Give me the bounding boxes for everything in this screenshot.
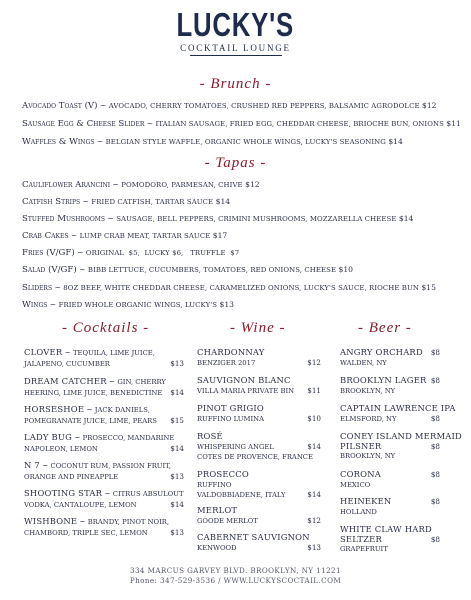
menu-item: Waffles & Wings ~ BELGIAN STYLE WAFFLE, ORGANIC WHOLE WINGS, LUCKY'S SEASONING $14 <box>22 137 403 147</box>
list-item: HORSESHOE ~ JACK DANIELS, POMEGRANATE JUICE, LIME, PEARS $15 <box>24 404 184 425</box>
tapas-heading: - Tapas - <box>204 155 267 171</box>
list-item: CABERNET SAUVIGNON KENWOOD $13 <box>197 532 321 552</box>
wine-heading: - Wine - <box>230 320 286 336</box>
menu-item: Wings ~ FRIED WHOLE ORGANIC WINGS, LUCKY'S $13 <box>22 300 234 310</box>
list-item: LADY BUG ~ PROSECCO, MANDARINE NAPOLEON, LEMON $14 <box>24 432 184 453</box>
footer-address: 334 MARCUS GARVEY BLVD. BROOKLYN, NY 11221 <box>129 566 342 575</box>
menu-item: Avocado Toast (V) ~ AVOCADO, CHERRY TOMATOES, CRUSHED RED PEPPERS, BALSAMIC AGRODOLCE $12 <box>22 101 437 111</box>
menu-item: Sliders ~ 8OZ BEEF, WHITE CHEDDAR CHEESE, CARAMELIZED ONIONS, LUCKY'S SAUCE, RIOCHE BUN $15 <box>22 283 436 293</box>
menu-item: Catfish Strips ~ FRIED CATFISH, TARTAR SAUCE $14 <box>22 197 231 207</box>
menu-item: Sausage Egg & Cheese Slider ~ ITALIAN SAUSAGE, FRIED EGG, CHEDDAR CHEESE, BRIOCHE BUN, ONIONS $11 <box>22 119 461 129</box>
logo <box>0 6 471 56</box>
list-item: MERLOT GOODE MERLOT $12 <box>197 505 321 525</box>
list-item: SAUVIGNON BLANC VILLA MARIA PRIVATE BIN $11 <box>197 375 321 395</box>
beer-list <box>340 347 462 559</box>
list-item: WISHBONE ~ BRANDY, PINOT NOIR, CHAMBORD, TRIPLE SEC, LEMON $13 <box>24 516 184 537</box>
beer-heading: - Beer - <box>358 320 412 336</box>
wine-list <box>197 348 321 555</box>
footer-phone: Phone: 347-529-3536 / WWW.LUCKYSCOCTAIL.COM <box>129 576 342 585</box>
menu-item: Stuffed Mushrooms ~ SAUSAGE, BELL PEPPERS, CRIMINI MUSHROOMS, MOZZARELLA CHEESE $14 <box>22 214 414 224</box>
list-item: SHOOTING STAR ~ CITRUS ABSULOUT VODKA, CANTALOUPE, LEMON $14 <box>24 488 184 509</box>
list-item: BROOKLYN LAGER $8 BROOKLYN, NY <box>340 375 440 395</box>
logo-subtitle: COCKTAIL LOUNGE <box>180 43 291 53</box>
list-item: ANGRY ORCHARD $8 WALDEN, NY <box>340 347 440 367</box>
list-item: CAPTAIN LAWRENCE IPA ELMSFORD, NY $8 <box>340 403 456 423</box>
cocktails-list <box>24 348 184 545</box>
list-item: WHITE CLAW HARD SELTZER $8 GRAPEFRUIT <box>340 524 440 554</box>
brunch-heading: - Brunch - <box>199 76 272 92</box>
menu-item: Fries (V/GF) ~ ORIGINAL $5, LUCKY $6, TRUFFLE $7 <box>22 248 240 258</box>
menu-item: Crab Cakes ~ LUMP CRAB MEAT, TARTAR SAUCE $17 <box>22 231 228 241</box>
list-item: ROSÉ WHISPERING ANGEL $14 COTES DE PROVENCE, FRANCE <box>197 431 321 462</box>
list-item: HEINEKEN $8 HOLLAND <box>340 496 440 516</box>
logo-underline <box>190 55 282 56</box>
menu-item: Cauliflower Arancini ~ POMODORO, PARMESAN, CHIVE $12 <box>22 180 260 190</box>
list-item: CLOVER ~ TEQUILA, LIME JUICE, JALAPENO, CUCUMBER $13 <box>24 347 184 368</box>
list-item: PROSECCO RUFFINO VALDOBBIADENE, ITALY $14 <box>197 469 321 500</box>
list-item: N 7 ~ COCONUT RUM, PASSION FRUIT, ORANGE AND PINEAPPLE $13 <box>24 460 184 481</box>
list-item: CONEY ISLAND MERMAID PILSNER $8 BROOKLYN, NY <box>340 431 462 461</box>
list-item: DREAM CATCHER ~ GIN, CHERRY HEERING, LIME JUICE, BENEDICTINE $14 <box>24 376 184 397</box>
list-item: CHARDONNAY BENZIGER 2017 $12 <box>197 347 321 367</box>
list-item: CORONA $8 MEXICO <box>340 469 440 489</box>
cocktails-heading: - Cocktails - <box>62 320 150 336</box>
footer <box>0 566 471 586</box>
menu-item: Salad (V/GF) ~ BIBB LETTUCE, CUCUMBERS, TOMATOES, RED ONIONS, CHEESE $10 <box>22 265 354 275</box>
logo-wordmark: LUCKY'S <box>176 6 295 43</box>
list-item: PINOT GRIGIO RUFFINO LUMINA $10 <box>197 403 321 423</box>
